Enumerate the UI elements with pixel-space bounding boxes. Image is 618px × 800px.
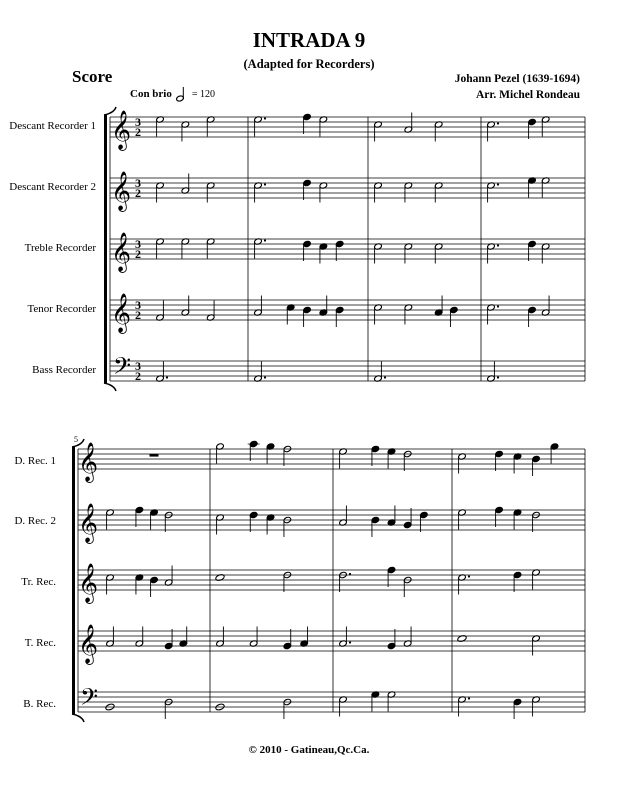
instrument-label: Descant Recorder 1	[9, 120, 96, 132]
time-signature-bottom: 2	[135, 369, 141, 383]
time-signature-bottom: 2	[135, 308, 141, 322]
treble-clef-icon: 𝄞	[78, 503, 99, 543]
score-subtitle: (Adapted for Recorders)	[243, 57, 375, 71]
instrument-label: Treble Recorder	[24, 242, 96, 254]
tempo-value: = 120	[191, 88, 216, 100]
dot	[497, 305, 499, 307]
time-signature-top: 3	[135, 298, 141, 312]
dot	[264, 239, 266, 241]
instrument-label: T. Rec.	[24, 637, 56, 649]
treble-clef-icon: 𝄞	[111, 110, 132, 150]
whole-rest	[150, 454, 159, 457]
instrument-label: Tr. Rec.	[21, 576, 56, 588]
score-title: INTRADA 9	[252, 28, 366, 52]
instrument-label: B. Rec.	[23, 698, 56, 710]
time-signature-top: 3	[135, 176, 141, 190]
system-2	[72, 439, 585, 722]
treble-clef-icon: 𝄞	[111, 171, 132, 211]
instrument-label: Tenor Recorder	[27, 303, 96, 315]
dot	[497, 122, 499, 124]
composer-credit: Johann Pezel (1639-1694)	[454, 73, 580, 85]
copyright-footer: © 2010 - Gatineau,Qc.Ca.	[248, 744, 370, 756]
system-bracket	[72, 447, 75, 714]
dot	[384, 376, 386, 378]
dot	[166, 376, 168, 378]
treble-clef-icon: 𝄞	[111, 293, 132, 333]
dot	[264, 376, 266, 378]
dot	[264, 117, 266, 119]
dot	[349, 641, 351, 643]
dot	[497, 376, 499, 378]
instrument-label: Bass Recorder	[32, 364, 96, 376]
dot	[497, 244, 499, 246]
dot	[349, 573, 351, 575]
score-label: Score	[72, 67, 113, 86]
treble-clef-icon: 𝄞	[111, 232, 132, 272]
time-signature-bottom: 2	[135, 125, 141, 139]
system-1	[104, 107, 585, 391]
tempo-text: Con brio	[130, 88, 172, 100]
time-signature-bottom: 2	[135, 186, 141, 200]
instrument-label: D. Rec. 1	[14, 455, 56, 467]
time-signature-top: 3	[135, 359, 141, 373]
dot	[468, 575, 470, 577]
bass-clef-icon: 𝄢	[113, 352, 132, 385]
instrument-label: D. Rec. 2	[14, 515, 56, 527]
dot	[497, 183, 499, 185]
dot	[264, 183, 266, 185]
measure-number: 5	[74, 435, 78, 444]
system-bracket	[104, 115, 107, 383]
treble-clef-icon: 𝄞	[78, 442, 99, 482]
bass-clef-icon: 𝄢	[80, 683, 99, 716]
arranger-credit: Arr. Michel Rondeau	[475, 89, 580, 101]
instrument-label: Descant Recorder 2	[9, 181, 96, 193]
time-signature-top: 3	[135, 237, 141, 251]
treble-clef-icon: 𝄞	[78, 563, 99, 603]
dot	[468, 697, 470, 699]
time-signature-top: 3	[135, 115, 141, 129]
time-signature-bottom: 2	[135, 247, 141, 261]
treble-clef-icon: 𝄞	[78, 624, 99, 664]
